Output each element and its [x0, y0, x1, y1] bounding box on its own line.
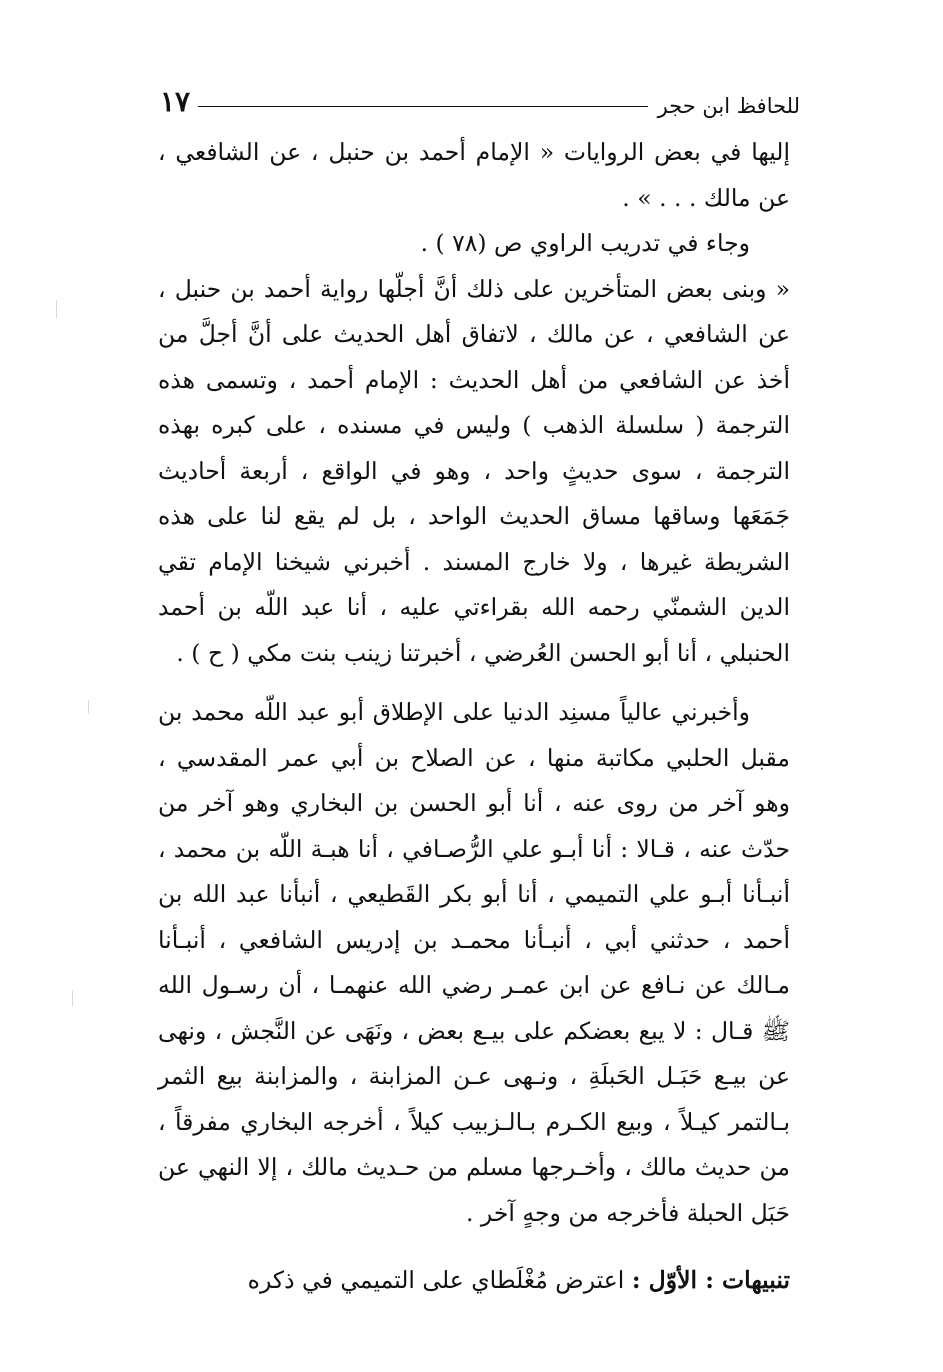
scan-margin-mark [88, 700, 89, 714]
paragraph-reference: وجاء في تدريب الراوي ص (٧٨ ) . [420, 229, 750, 257]
notes-paragraph [158, 1258, 790, 1304]
body-text [158, 130, 790, 1304]
notes-lead: تنبيهات : الأوّل : [631, 1266, 790, 1294]
notes-text: اعترض مُغْلَطاي على التميمي في ذكره [247, 1266, 625, 1294]
scan-margin-mark [56, 300, 57, 318]
header-rule [198, 106, 648, 107]
page-header [160, 78, 800, 118]
scan-margin-mark [72, 990, 73, 1006]
paragraph-continuation: إليها في بعض الروايات « الإمام أحمد بن حنبل ، عن الشافعي ، عن مالك . . . » . [158, 138, 790, 212]
paragraph-quotation: « وبنى بعض المتأخرين على ذلك أنَّ أجلّها رواية أحمد بن حنبل ، عن الشافعي ، عن مالك ، لاتفاق أهل الحديث على أنَّ أجلَّ من أخذ عن الشافعي من أهل الحديث : الإمام أحمد ، وتسمى هذه الترجمة ( سلسلة الذهب ) وليس في مسنده ، على كبره بهذه الترجمة ، سوى حديثٍ واحد ، وهو في الواقع ، أربعة أحاديث جَمَعَها وساقها مساق الحديث الواحد ، بل لم يقع لنا على هذه الشريطة غيرها ، ولا خارج المسند . أخبرني شيخنا الإمام تقي الدين الشمنّي رحمه الله بقراءتي عليه ، أنا عبد اللّه بن أحمد الحنبلي ، أنا أبو الحسن العُرضي ، أخبرتنا زينب بنت مكي ( ح ) . [158, 274, 790, 667]
running-title: للحافظ ابن حجر [657, 94, 800, 118]
paragraph-chain: وأخبرني عالياً مسنِد الدنيا على الإطلاق أبو عبد اللّه محمد بن مقبل الحلبي مكاتبة منها ، عن الصلاح بن أبي عمر المقدسي ، وهو آخر من روى عنه ، أنا أبو الحسن بن البخاري وهو آخر من حدّث عنه ، قـالا : أنا أبـو علي الرُّصـافي ، أنا هبـة اللّه بن محمد ، أنبـأنا أبـو علي التميمي ، أنا أبو بكر القَطيعي ، أنبأنا عبد الله بن أحمد ، حدثني أبي ، أنبـأنا محمـد بن إدريس الشافعي ، أنبـأنا مـالك عن نـافع عن ابن عمـر رضي الله عنهمـا ، أن رسـول الله ﷺ قـال : لا يبع بعضكم على بيـع بعض ، ونَهَى عن النَّجش ، ونهى عن بيـع حَبَـل الحَبلَةِ ، ونـهى عـن المزابنة ، والمزابنة بيع الثمر بـالتمر كيـلاً ، وبيع الكـرم بـالـزبيب كيلاً ، أخرجه البخاري مفرقاً ، من حديث مالك ، وأخـرجها مسلم من حـديث مالك ، إلا النهي عن حَبَل الحبلة فأخرجه من وجهٍ آخر . [158, 698, 790, 1227]
page-number: ١٧ [160, 85, 191, 118]
